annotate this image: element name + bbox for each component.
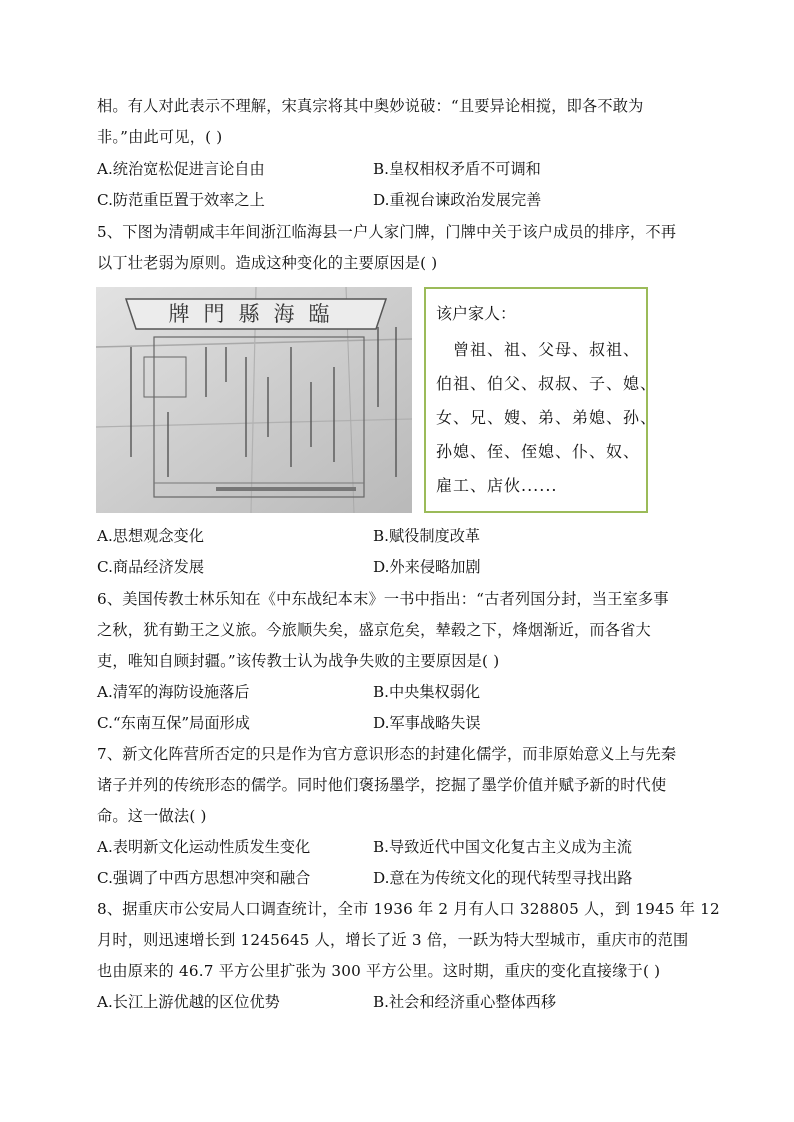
family-members-box [424, 287, 658, 513]
q8-stem-line: 月时，则迅速增长到 1245645 人，增长了近 3 倍，一跃为特大型城市，重庆市的范围 [97, 931, 689, 949]
q4-option-b: B.皇权相权矛盾不可调和 [373, 160, 541, 178]
q7-option-c: C.强调了中西方思想冲突和融合 [97, 869, 311, 887]
family-box-line: 孙媳、侄、侄媳、仆、奴、 [436, 442, 641, 461]
q4-option-d: D.重视台谏政治发展完善 [373, 191, 542, 209]
q7-stem-line: 命。这一做法( ) [97, 807, 207, 825]
q7-stem-line: 7、新文化阵营所否定的只是作为官方意识形态的封建化儒学，而非原始意义上与先秦 [97, 745, 677, 763]
q8-option-a: A.长江上游优越的区位优势 [97, 993, 280, 1011]
q4-option-c: C.防范重臣置于效率之上 [97, 191, 265, 209]
door-plate-title: 牌門縣海臨 [168, 302, 344, 326]
q8-option-b: B.社会和经济重心整体西移 [373, 993, 557, 1011]
q4-stem-line: 非。”由此可见，( ) [97, 128, 223, 146]
family-box-line: 女、兄、嫂、弟、弟媳、孙、 [436, 408, 658, 427]
q5-option-b: B.赋役制度改革 [373, 527, 481, 545]
q5-stem-line: 5、下图为清朝咸丰年间浙江临海县一户人家门牌，门牌中关于该户成员的排序，不再 [97, 223, 677, 241]
family-box-line: 伯祖、伯父、叔叔、子、媳、 [436, 374, 658, 393]
family-box-line: 雇工、店伙...... [436, 476, 558, 495]
q6-stem-line: 之秋，犹有勤王之义旅。今旅顺失矣，盛京危矣，辇毂之下，烽烟渐近，而各省大 [97, 621, 651, 639]
q6-stem-line: 吏，唯知自顾封疆。”该传教士认为战争失败的主要原因是( ) [97, 652, 500, 670]
family-box-line: 曾祖、祖、父母、叔祖、 [436, 340, 641, 359]
q7-stem-line: 诸子并列的传统形态的儒学。同时他们褒扬墨学，挖掘了墨学价值并赋予新的时代使 [97, 776, 667, 794]
q6-option-c: C.“东南互保”局面形成 [97, 714, 250, 732]
q7-option-a: A.表明新文化运动性质发生变化 [97, 838, 311, 856]
q5-option-a: A.思想观念变化 [97, 527, 204, 545]
q6-option-b: B.中央集权弱化 [373, 683, 481, 701]
door-plate-photo [96, 287, 412, 513]
q4-stem-line: 相。有人对此表示不理解，宋真宗将其中奥妙说破：“且要异论相搅，即各不敢为 [97, 97, 644, 115]
q8-stem-line: 也由原来的 46.7 平方公里扩张为 300 平方公里。这时期，重庆的变化直接缘于( ) [97, 962, 661, 980]
q5-stem-line: 以丁壮老弱为原则。造成这种变化的主要原因是( ) [97, 254, 438, 272]
q6-stem-line: 6、美国传教士林乐知在《中东战纪本末》一书中指出：“古者列国分封，当王室多事 [97, 590, 669, 608]
q7-option-b: B.导致近代中国文化复古主义成为主流 [373, 838, 632, 856]
q8-stem-line: 8、据重庆市公安局人口调查统计，全市 1936 年 2 月有人口 328805 人，到 1945 年 12 [97, 900, 720, 918]
q5-option-d: D.外来侵略加剧 [373, 558, 481, 576]
q7-option-d: D.意在为传统文化的现代转型寻找出路 [373, 869, 633, 887]
q5-option-c: C.商品经济发展 [97, 558, 205, 576]
q4-option-a: A.统治宽松促进言论自由 [97, 160, 265, 178]
q6-option-a: A.清军的海防设施落后 [97, 683, 250, 701]
family-box-title: 该户家人： [436, 304, 517, 323]
q6-option-d: D.军事战略失误 [373, 714, 481, 732]
